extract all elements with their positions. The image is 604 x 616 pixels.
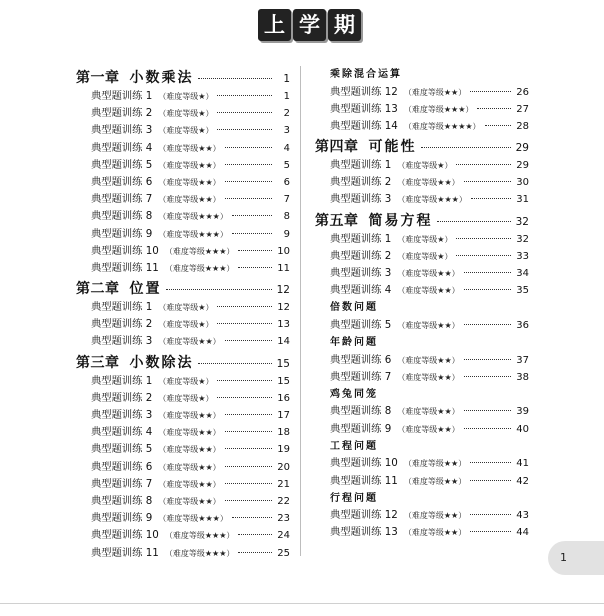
exercise-name: 典型题训练 2 xyxy=(91,318,153,331)
page-title xyxy=(258,9,361,41)
dot-leader xyxy=(217,397,272,398)
page-ref: 15 xyxy=(277,375,290,387)
chapter-number: 第五章 xyxy=(315,212,359,229)
page-ref: 5 xyxy=(283,159,290,171)
page-ref: 3 xyxy=(283,125,290,137)
difficulty-level: （难度等级★） xyxy=(397,251,453,261)
dot-leader xyxy=(225,181,272,182)
dot-leader xyxy=(225,147,272,148)
toc-item-entry[interactable] xyxy=(76,243,290,260)
dot-leader xyxy=(232,215,272,216)
difficulty-level: （难度等级★★） xyxy=(158,462,221,472)
difficulty-level: （难度等级★★） xyxy=(397,269,460,278)
toc-item-entry[interactable] xyxy=(76,316,290,333)
toc-chapter-entry[interactable] xyxy=(76,68,290,88)
dot-leader xyxy=(225,414,272,415)
page-ref: 32 xyxy=(516,233,529,245)
toc-item-entry[interactable] xyxy=(315,191,529,208)
page-ref: 42 xyxy=(516,475,529,487)
difficulty-level: （难度等级★★） xyxy=(158,496,221,506)
toc-item-entry[interactable] xyxy=(76,407,290,424)
exercise-name: 典型题训练 7 xyxy=(91,477,153,490)
dot-leader xyxy=(238,250,272,251)
dot-leader xyxy=(471,198,511,199)
page-ref: 25 xyxy=(277,547,290,559)
difficulty-level: （难度等级★★） xyxy=(158,143,221,153)
difficulty-level: （难度等级★） xyxy=(397,161,453,171)
page-ref: 28 xyxy=(516,120,529,132)
dot-leader xyxy=(485,125,511,126)
toc-item-entry[interactable] xyxy=(76,441,290,458)
page-ref: 29 xyxy=(516,160,529,172)
exercise-name: 典型题训练 1 xyxy=(330,232,392,245)
dot-leader xyxy=(437,221,512,222)
title-char: 期 xyxy=(328,9,361,41)
dot-leader xyxy=(464,359,511,360)
dot-leader xyxy=(470,514,511,515)
exercise-name: 典型题训练 4 xyxy=(330,284,392,297)
dot-leader xyxy=(217,323,272,324)
exercise-name: 典型题训练 1 xyxy=(330,159,392,172)
toc-item-entry[interactable] xyxy=(76,510,290,527)
section-subheading: 工程问题 xyxy=(330,440,378,452)
exercise-name: 典型题训练 5 xyxy=(91,158,153,171)
toc-item-entry[interactable] xyxy=(315,473,529,490)
toc-item-entry[interactable] xyxy=(76,174,290,191)
page-ref: 35 xyxy=(516,285,529,297)
dot-leader xyxy=(225,198,272,199)
toc-item-entry[interactable] xyxy=(315,455,529,472)
dot-leader xyxy=(225,164,272,165)
page-ref: 6 xyxy=(283,176,290,188)
dot-leader xyxy=(464,272,511,273)
difficulty-level: （难度等级★★） xyxy=(397,407,460,417)
toc-left-column xyxy=(76,66,290,562)
page-ref: 9 xyxy=(283,228,290,240)
page-ref: 10 xyxy=(277,245,290,257)
dot-leader xyxy=(464,289,511,290)
dot-leader xyxy=(464,181,511,182)
page-ref: 15 xyxy=(276,357,290,370)
section-subheading: 倍数问题 xyxy=(330,302,378,314)
page-ref: 31 xyxy=(516,194,529,206)
section-subheading: 乘除混合运算 xyxy=(330,69,402,80)
dot-leader xyxy=(421,147,512,148)
toc-item-entry[interactable] xyxy=(76,333,290,350)
exercise-name: 典型题训练 7 xyxy=(330,370,392,383)
toc-item-entry[interactable] xyxy=(315,101,529,118)
dot-leader xyxy=(464,428,511,429)
chapter-name: 小数乘法 xyxy=(129,70,194,86)
toc-item-entry[interactable] xyxy=(315,282,529,299)
dot-leader xyxy=(217,129,272,130)
toc-item-entry[interactable] xyxy=(315,507,529,524)
chapter-title xyxy=(315,211,433,231)
dot-leader xyxy=(217,380,272,381)
exercise-name: 典型题训练 4 xyxy=(91,141,153,154)
dot-leader xyxy=(456,238,511,239)
dot-leader xyxy=(225,431,272,432)
difficulty-level: （难度等级★） xyxy=(397,234,453,244)
section-subheading: 行程问题 xyxy=(330,492,378,504)
exercise-name: 典型题训练 3 xyxy=(91,335,153,348)
page-number: 1 xyxy=(560,551,567,564)
exercise-name: 典型题训练 3 xyxy=(91,124,153,137)
page-ref: 14 xyxy=(277,336,290,348)
exercise-name: 典型题训练 6 xyxy=(330,353,392,366)
dot-leader xyxy=(217,95,272,96)
exercise-name: 典型题训练 4 xyxy=(91,426,153,439)
dot-leader xyxy=(225,500,272,501)
page-ref: 4 xyxy=(283,142,290,154)
toc-item-entry[interactable] xyxy=(315,248,529,265)
difficulty-level: （难度等级★★） xyxy=(158,411,221,420)
page-ref: 22 xyxy=(277,495,290,507)
toc-item-entry[interactable] xyxy=(76,157,290,174)
page-ref: 1 xyxy=(283,91,290,102)
exercise-name: 典型题训练 2 xyxy=(91,391,153,404)
page-ref: 7 xyxy=(283,194,290,206)
difficulty-level: （难度等级★★） xyxy=(158,428,221,438)
dot-leader xyxy=(232,233,272,234)
page-ref: 1 xyxy=(283,73,290,85)
dot-leader xyxy=(464,324,511,325)
toc-item-entry[interactable] xyxy=(315,352,529,369)
chapter-number: 第一章 xyxy=(76,70,120,86)
title-char: 学 xyxy=(293,9,326,41)
chapter-number: 第二章 xyxy=(76,281,120,298)
exercise-name: 典型题训练 3 xyxy=(330,267,392,279)
chapter-title xyxy=(76,353,194,373)
exercise-name: 典型题训练 2 xyxy=(330,176,392,189)
dot-leader xyxy=(225,483,272,484)
toc-item-entry[interactable] xyxy=(76,527,290,544)
exercise-name: 典型题训练 1 xyxy=(91,301,153,314)
toc-item-entry[interactable] xyxy=(76,476,290,493)
exercise-name: 典型题训练 3 xyxy=(330,193,392,206)
page-ref: 12 xyxy=(276,284,290,297)
exercise-name: 典型题训练 14 xyxy=(330,119,398,132)
dot-leader xyxy=(470,531,511,532)
exercise-name: 典型题训练 11 xyxy=(91,546,159,559)
page-ref: 27 xyxy=(516,103,529,115)
difficulty-level: （难度等级★★） xyxy=(158,177,221,187)
dot-leader xyxy=(470,480,511,481)
page-ref: 13 xyxy=(277,319,290,331)
difficulty-level: （难度等级★★） xyxy=(158,479,221,489)
toc-item-entry[interactable] xyxy=(315,421,529,438)
toc-item-entry[interactable] xyxy=(315,403,529,420)
page-ref: 41 xyxy=(516,458,529,470)
page-ref: 18 xyxy=(277,427,290,439)
exercise-name: 典型题训练 13 xyxy=(330,526,398,539)
bottom-rule xyxy=(0,603,604,604)
toc-item-entry[interactable] xyxy=(315,157,529,174)
toc-item-entry[interactable] xyxy=(76,105,290,122)
page-ref: 16 xyxy=(277,392,290,404)
dot-leader xyxy=(232,517,272,518)
exercise-name: 典型题训练 1 xyxy=(91,90,153,102)
toc-item-entry[interactable] xyxy=(76,390,290,407)
toc-chapter-entry[interactable] xyxy=(315,137,529,157)
exercise-name: 典型题训练 7 xyxy=(91,193,153,206)
toc-item-entry[interactable] xyxy=(76,226,290,243)
page-ref: 43 xyxy=(516,510,529,522)
page-ref: 44 xyxy=(516,527,529,539)
dot-leader xyxy=(225,340,272,341)
difficulty-level: （难度等级★★★） xyxy=(164,246,235,256)
dot-leader xyxy=(470,91,511,92)
toc-chapter-entry[interactable] xyxy=(76,353,290,373)
exercise-name: 典型题训练 1 xyxy=(91,374,153,387)
page-number-tab xyxy=(548,541,604,575)
chapter-title xyxy=(315,137,417,157)
dot-leader xyxy=(456,255,511,256)
dot-leader xyxy=(464,376,511,377)
exercise-name: 典型题训练 10 xyxy=(91,529,159,542)
chapter-name: 小数除法 xyxy=(129,354,194,371)
dot-leader xyxy=(198,363,273,364)
page-ref: 2 xyxy=(283,108,290,120)
page-ref: 36 xyxy=(516,319,529,331)
dot-leader xyxy=(238,552,272,553)
page-ref: 23 xyxy=(277,513,290,525)
toc-item-entry[interactable] xyxy=(76,260,290,277)
page-ref: 12 xyxy=(277,302,290,314)
difficulty-level: （难度等级★） xyxy=(158,109,214,119)
page-ref: 38 xyxy=(516,371,529,383)
exercise-name: 典型题训练 2 xyxy=(91,107,153,120)
page-ref: 40 xyxy=(516,423,529,435)
column-divider xyxy=(300,66,301,556)
title-char: 上 xyxy=(258,9,291,41)
difficulty-level: （难度等级★） xyxy=(158,376,214,386)
toc-item-entry[interactable] xyxy=(315,317,529,334)
difficulty-level: （难度等级★★★） xyxy=(164,548,235,558)
page-ref: 19 xyxy=(277,444,290,456)
page-ref: 30 xyxy=(516,177,529,189)
toc-right-column xyxy=(315,66,529,542)
exercise-name: 典型题训练 9 xyxy=(330,422,392,435)
toc-chapter-entry[interactable] xyxy=(315,211,529,231)
page-ref: 21 xyxy=(277,478,290,490)
page-ref: 39 xyxy=(516,406,529,418)
page-ref: 26 xyxy=(516,86,529,98)
difficulty-level: （难度等级★★） xyxy=(403,87,467,97)
toc-item-entry[interactable] xyxy=(76,191,290,208)
difficulty-level: （难度等级★★） xyxy=(403,459,467,469)
toc-item-entry[interactable] xyxy=(315,369,529,386)
difficulty-level: （难度等级★★） xyxy=(403,528,467,538)
exercise-name: 典型题训练 10 xyxy=(91,244,159,257)
section-subheading: 年龄问题 xyxy=(330,337,378,349)
page-ref: 17 xyxy=(277,410,290,421)
difficulty-level: （难度等级★★） xyxy=(158,160,221,170)
dot-leader xyxy=(217,112,272,113)
difficulty-level: （难度等级★★） xyxy=(397,178,460,188)
difficulty-level: （难度等级★★） xyxy=(158,337,221,347)
chapter-title xyxy=(76,68,194,88)
difficulty-level: （难度等级★★★） xyxy=(164,263,235,273)
dot-leader xyxy=(464,410,511,411)
exercise-name: 典型题训练 2 xyxy=(330,249,392,262)
exercise-name: 典型题训练 13 xyxy=(330,102,398,115)
exercise-name: 典型题训练 11 xyxy=(330,474,398,487)
page-ref: 8 xyxy=(283,211,290,223)
toc-item-entry[interactable] xyxy=(76,545,290,562)
toc-item-entry[interactable] xyxy=(315,174,529,191)
page-ref: 32 xyxy=(515,215,529,228)
difficulty-level: （难度等级★★） xyxy=(158,445,221,455)
toc-item-entry[interactable] xyxy=(315,265,529,282)
exercise-name: 典型题训练 9 xyxy=(91,227,153,240)
difficulty-level: （难度等级★★★） xyxy=(158,514,228,524)
difficulty-level: （难度等级★★） xyxy=(403,511,467,521)
difficulty-level: （难度等级★★★） xyxy=(164,531,235,541)
toc-item-entry[interactable] xyxy=(76,459,290,476)
toc-item-entry[interactable] xyxy=(315,118,529,135)
difficulty-level: （难度等级★） xyxy=(158,393,214,403)
chapter-name: 位置 xyxy=(129,281,162,298)
exercise-name: 典型题训练 12 xyxy=(330,85,398,98)
exercise-name: 典型题训练 6 xyxy=(91,175,153,188)
page-ref: 34 xyxy=(516,268,529,279)
toc-item-entry[interactable] xyxy=(76,88,290,105)
exercise-name: 典型题训练 3 xyxy=(91,409,153,421)
toc-item-entry[interactable] xyxy=(315,84,529,101)
difficulty-level: （难度等级★★） xyxy=(397,424,460,434)
difficulty-level: （难度等级★★★★） xyxy=(403,121,481,131)
exercise-name: 典型题训练 12 xyxy=(330,509,398,522)
dot-leader xyxy=(456,164,511,165)
difficulty-level: （难度等级★） xyxy=(158,320,214,330)
chapter-name: 简易方程 xyxy=(368,212,433,229)
dot-leader xyxy=(470,462,511,463)
difficulty-level: （难度等级★★★） xyxy=(158,212,228,222)
toc-chapter-entry[interactable] xyxy=(76,279,290,299)
exercise-name: 典型题训练 6 xyxy=(91,460,153,473)
dot-leader xyxy=(238,267,272,268)
dot-leader xyxy=(238,534,272,535)
chapter-number: 第三章 xyxy=(76,354,120,371)
section-subheading: 鸡兔同笼 xyxy=(330,388,378,400)
page-ref: 20 xyxy=(277,461,290,473)
page-ref: 11 xyxy=(277,262,290,274)
page-ref: 37 xyxy=(516,354,529,366)
toc-item-entry[interactable] xyxy=(315,231,529,248)
difficulty-level: （难度等级★★） xyxy=(403,476,467,486)
dot-leader xyxy=(225,466,272,467)
page-ref: 24 xyxy=(277,530,290,542)
difficulty-level: （难度等级★★★） xyxy=(397,195,467,205)
dot-leader xyxy=(166,289,273,290)
exercise-name: 典型题训练 8 xyxy=(330,405,392,418)
toc-item-entry[interactable] xyxy=(76,299,290,316)
difficulty-level: （难度等级★★★） xyxy=(403,104,474,114)
difficulty-level: （难度等级★★） xyxy=(397,286,460,296)
exercise-name: 典型题训练 10 xyxy=(330,457,398,470)
dot-leader xyxy=(225,448,272,449)
dot-leader xyxy=(217,306,272,307)
page-ref: 29 xyxy=(515,142,529,155)
toc-item-entry[interactable] xyxy=(76,140,290,157)
toc-item-entry[interactable] xyxy=(76,373,290,390)
toc-item-entry[interactable] xyxy=(76,424,290,441)
difficulty-level: （难度等级★） xyxy=(158,303,214,313)
difficulty-level: （难度等级★★） xyxy=(158,195,221,205)
toc-item-entry[interactable] xyxy=(315,524,529,541)
exercise-name: 典型题训练 11 xyxy=(91,261,159,274)
exercise-name: 典型题训练 5 xyxy=(91,443,153,456)
difficulty-level: （难度等级★★★） xyxy=(158,229,228,239)
chapter-name: 可能性 xyxy=(368,139,417,156)
exercise-name: 典型题训练 9 xyxy=(91,512,153,525)
exercise-name: 典型题训练 5 xyxy=(330,318,392,331)
difficulty-level: （难度等级★★） xyxy=(397,320,460,330)
exercise-name: 典型题训练 8 xyxy=(91,210,153,223)
chapter-number: 第四章 xyxy=(315,139,359,156)
page-ref: 33 xyxy=(516,250,529,262)
exercise-name: 典型题训练 8 xyxy=(91,494,153,507)
chapter-title xyxy=(76,279,162,299)
dot-leader xyxy=(198,78,273,79)
difficulty-level: （难度等级★） xyxy=(158,92,214,101)
toc-item-entry[interactable] xyxy=(76,493,290,510)
difficulty-level: （难度等级★） xyxy=(158,126,214,136)
dot-leader xyxy=(477,108,511,109)
difficulty-level: （难度等级★★） xyxy=(397,372,460,382)
toc-item-entry[interactable] xyxy=(76,208,290,225)
difficulty-level: （难度等级★★） xyxy=(397,355,460,365)
toc-item-entry[interactable] xyxy=(76,122,290,139)
